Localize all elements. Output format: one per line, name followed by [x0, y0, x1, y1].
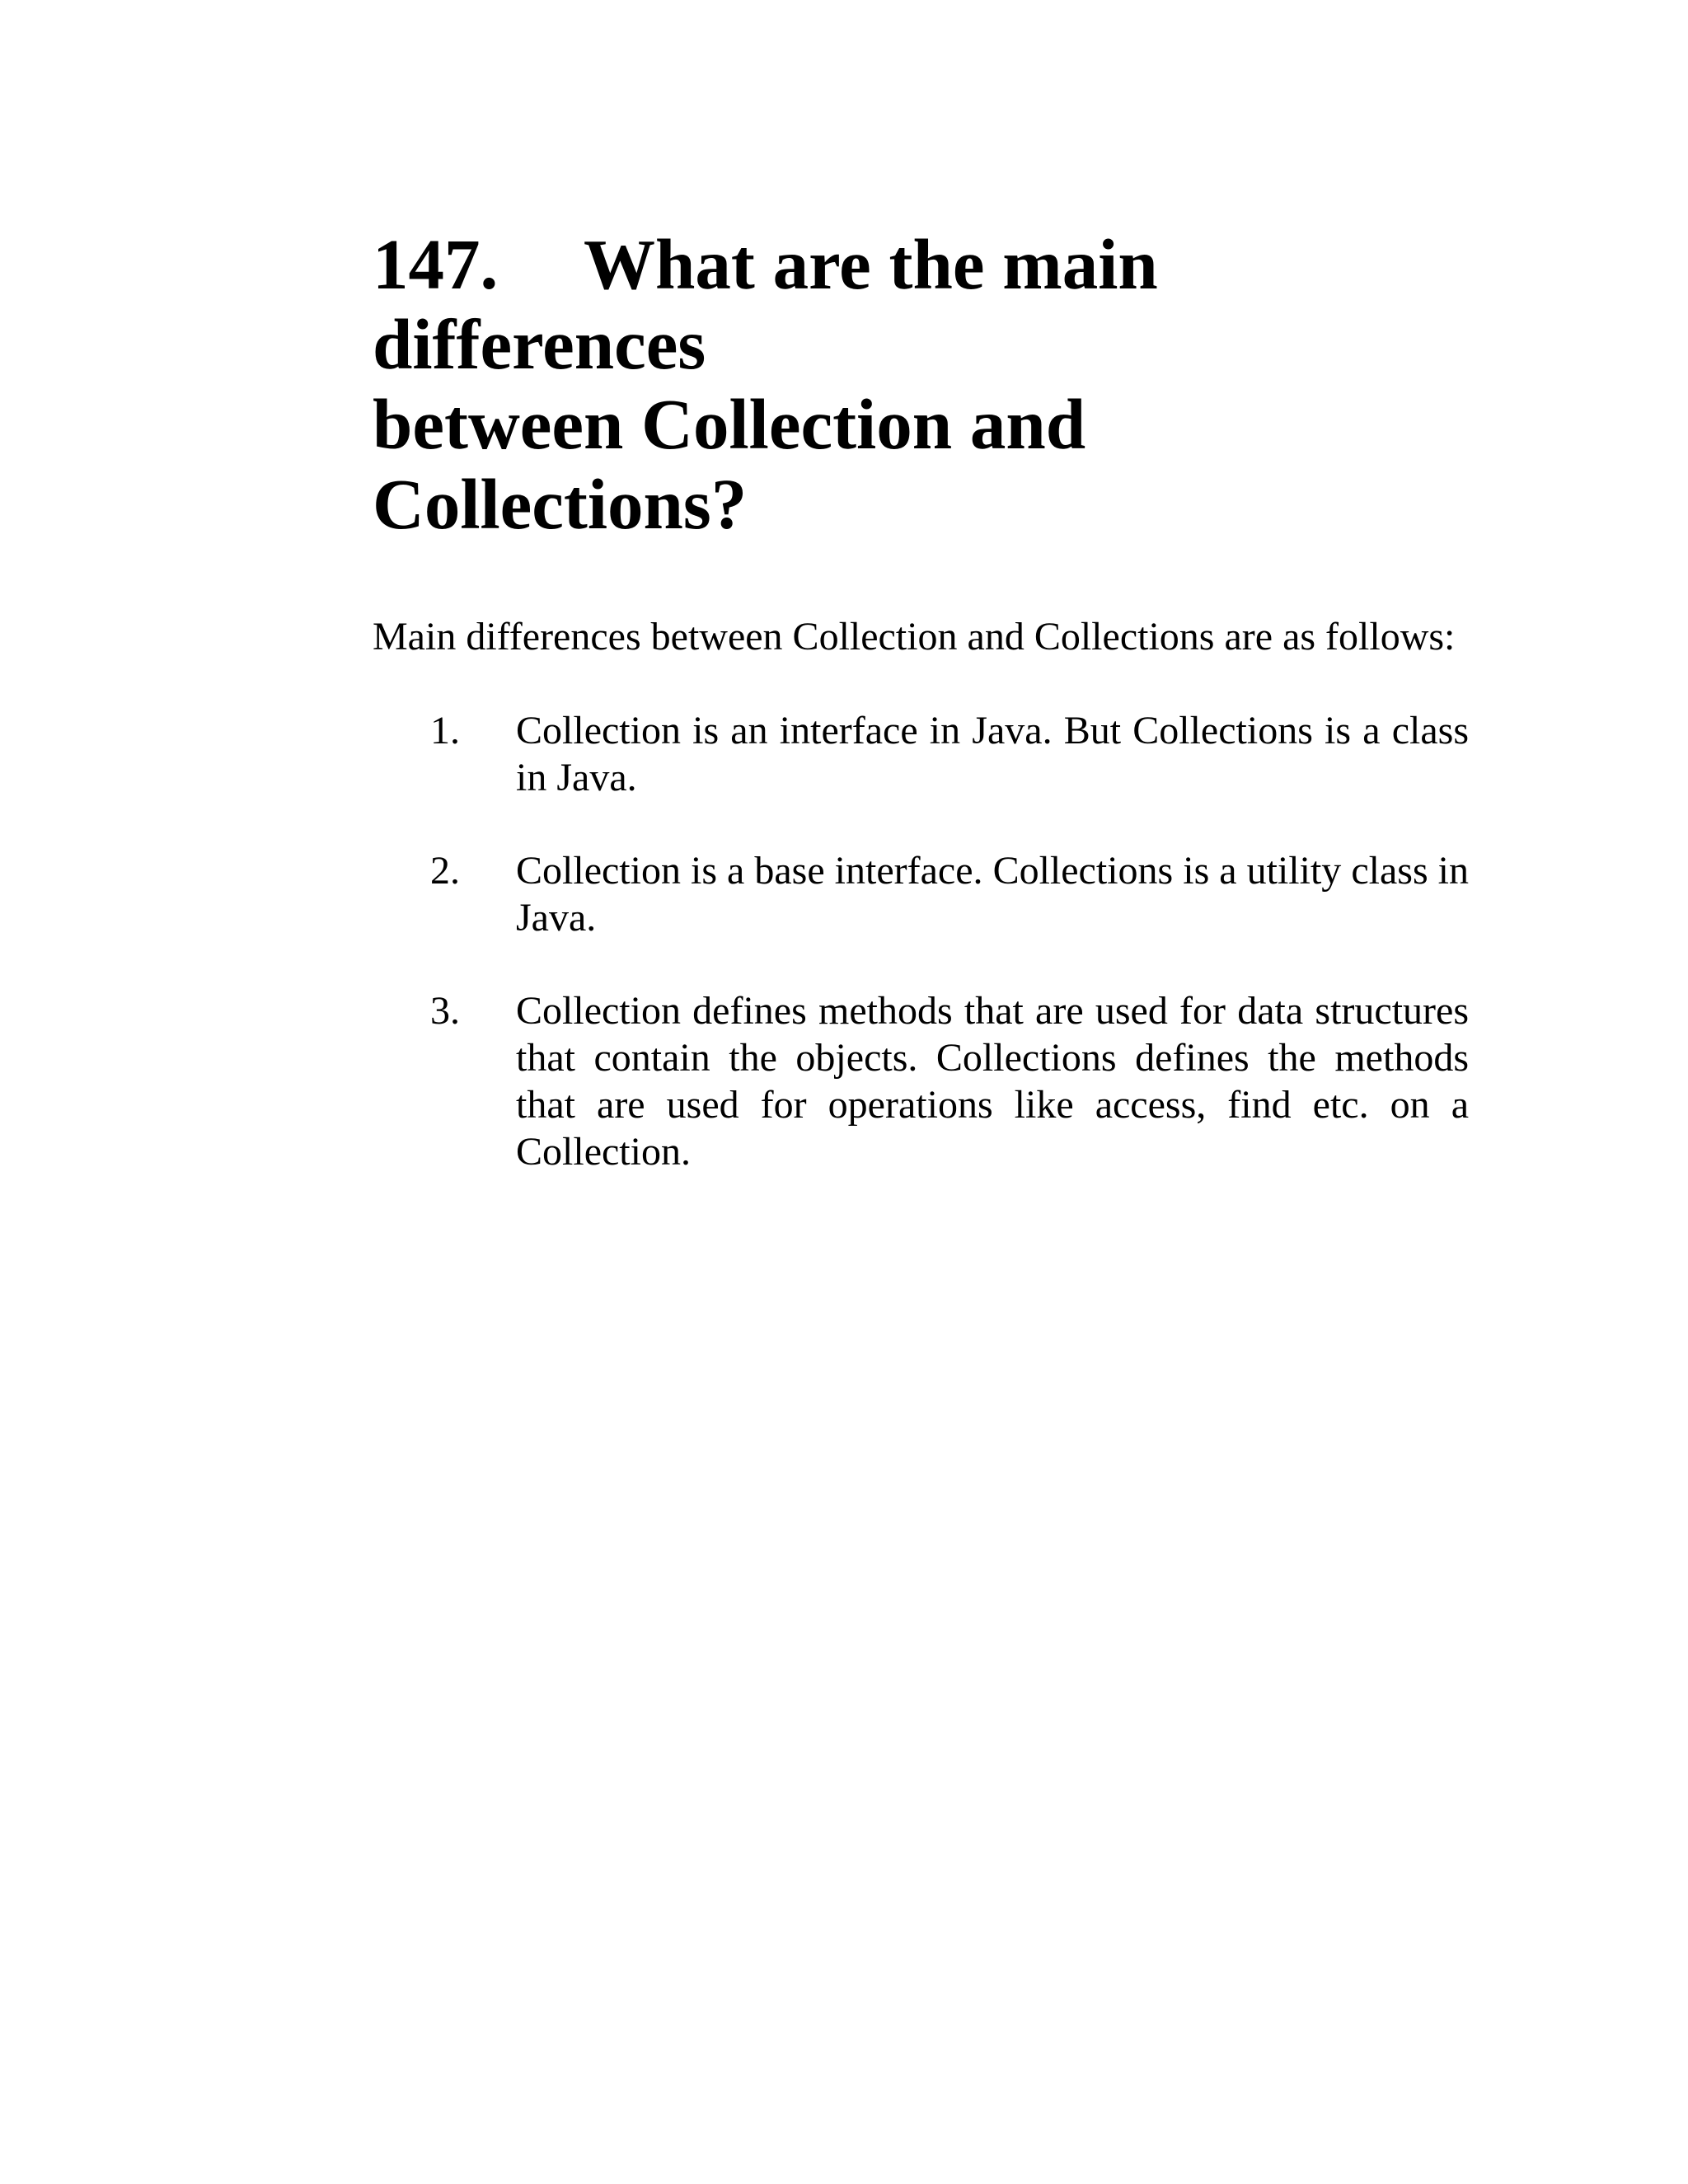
list-item-marker: 3. [430, 989, 460, 1033]
list-item-marker: 2. [430, 849, 460, 893]
question-title-line1: What are the main differences [373, 224, 1158, 384]
list-item [373, 707, 1469, 801]
list-item-text: Collection is an interface in Java. But Collections is a class in Java. [516, 709, 1469, 799]
question-title-line2: between Collection and Collections? [373, 384, 1086, 544]
differences-list [373, 707, 1469, 1175]
list-item-text: Collection defines methods that are used for data structures that contain the objects. Collections defines the methods that are used for operations like access, find etc. on a Collection. [516, 989, 1469, 1174]
list-item [373, 847, 1469, 941]
list-item [373, 987, 1469, 1175]
intro-paragraph: Main differences between Collection and Collections are as follows: [373, 615, 1456, 658]
question-number: 147. [373, 224, 499, 304]
list-item-text: Collection is a base interface. Collections is a utility class in Java. [516, 849, 1469, 940]
document-page [373, 224, 1469, 1221]
question-heading [373, 224, 1469, 544]
list-item-marker: 1. [430, 709, 460, 752]
